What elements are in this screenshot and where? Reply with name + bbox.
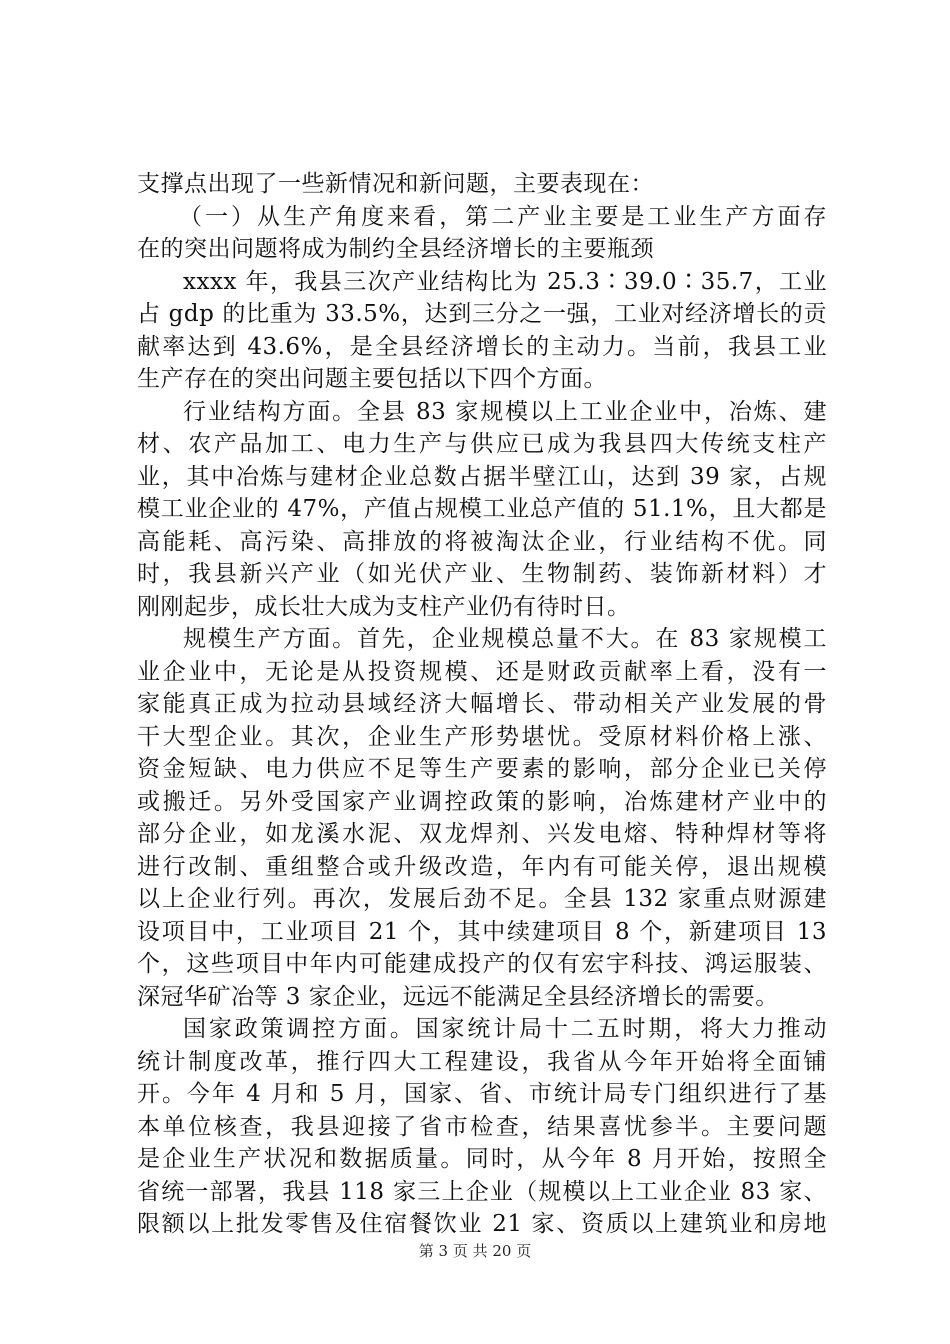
- section-heading-line: 在的突出问题将成为制约全县经济增长的主要瓶颈: [137, 236, 654, 262]
- text-line: 个，这些项目中年内可能建成投产的仅有宏宇科技、鸿运服装、: [137, 951, 827, 977]
- text-line: 家能真正成为拉动县域经济大幅增长、带动相关产业发展的骨: [137, 691, 827, 717]
- text-line: 献率达到 43.6%，是全县经济增长的主动力。当前，我县工业: [137, 333, 827, 360]
- text-line: 规模生产方面。首先，企业规模总量不大。在 83 家规模工: [183, 626, 827, 652]
- text-line: 限额以上批发零售及住宿餐饮业 21 家、资质以上建筑业和房地: [137, 1211, 827, 1237]
- text-line: 高能耗、高污染、高排放的将被淘汰企业，行业结构不优。同: [137, 528, 827, 555]
- text-line: 或搬迁。另外受国家产业调控政策的影响，冶炼建材产业中的: [137, 788, 827, 815]
- text-line: xxxx 年，我县三次产业结构比为 25.3∶39.0∶35.7，工业: [183, 268, 827, 295]
- page-number-footer: 第 3 页 共 20 页: [418, 1242, 532, 1260]
- text-line: 干大型企业。其次，企业生产形势堪忧。受原材料价格上涨、: [137, 723, 827, 750]
- text-line: 行业结构方面。全县 83 家规模以上工业企业中，冶炼、建: [183, 398, 827, 425]
- document-body: [137, 168, 827, 1241]
- text-line: 进行改制、重组整合或升级改造，年内有可能关停，退出规模: [137, 853, 827, 880]
- text-line: 设项目中，工业项目 21 个，其中续建项目 8 个，新建项目 13: [137, 918, 827, 945]
- text-line: 刚刚起步，成长壮大成为支柱产业仍有待时日。: [137, 593, 631, 620]
- text-line: 省统一部署，我县 118 家三上企业（规模以上工业企业 83 家、: [137, 1178, 827, 1205]
- text-line: 深冠华矿冶等 3 家企业，远远不能满足全县经济增长的需要。: [137, 983, 779, 1010]
- text-line: 模工业企业的 47%，产值占规模工业总产值的 51.1%，且大都是: [137, 496, 827, 522]
- text-line: 支撑点出现了一些新情况和新问题，主要表现在：: [137, 171, 654, 197]
- text-line: 国家政策调控方面。国家统计局十二五时期，将大力推动: [183, 1016, 827, 1042]
- text-line: 以上企业行列。再次，发展后劲不足。全县 132 家重点财源建: [137, 886, 827, 912]
- text-line: 业企业中，无论是从投资规模、还是财政贡献率上看，没有一: [137, 658, 827, 685]
- text-line: 生产存在的突出问题主要包括以下四个方面。: [137, 366, 607, 392]
- text-line: 材、农产品加工、电力生产与供应已成为我县四大传统支柱产: [137, 431, 827, 457]
- text-line: 部分企业，如龙溪水泥、双龙焊剂、兴发电熔、特种焊材等将: [137, 821, 827, 847]
- text-line: 占 gdp 的比重为 33.5%，达到三分之一强，工业对经济增长的贡: [137, 301, 827, 327]
- section-heading-line: （一）从生产角度来看，第二产业主要是工业生产方面存: [179, 203, 827, 230]
- text-line: 本单位核查，我县迎接了省市检查，结果喜忧参半。主要问题: [137, 1113, 827, 1140]
- text-line: 是企业生产状况和数据质量。同时，从今年 8 月开始，按照全: [137, 1146, 827, 1172]
- text-line: 统计制度改革，推行四大工程建设，我省从今年开始将全面铺: [137, 1048, 827, 1075]
- text-line: 业，其中冶炼与建材企业总数占据半壁江山，达到 39 家，占规: [137, 463, 827, 490]
- text-line: 资金短缺、电力供应不足等生产要素的影响，部分企业已关停: [137, 756, 827, 782]
- text-line: 开。今年 4 月和 5 月，国家、省、市统计局专门组织进行了基: [137, 1081, 827, 1107]
- text-line: 时，我县新兴产业（如光伏产业、生物制药、装饰新材料）才: [137, 561, 827, 587]
